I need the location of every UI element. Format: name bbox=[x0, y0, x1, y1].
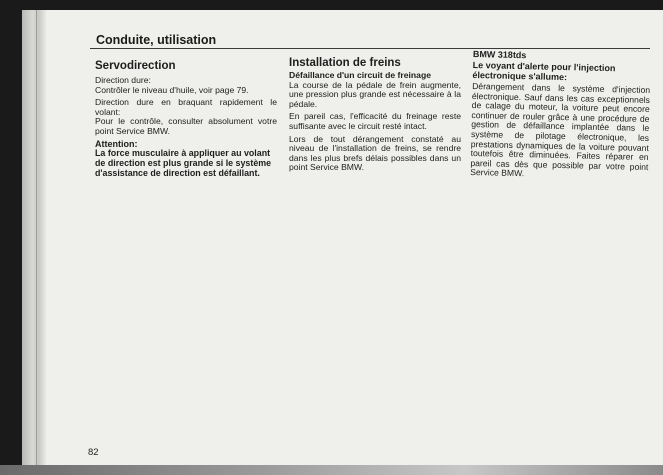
freins-heading: Installation de freins bbox=[289, 57, 401, 69]
binding-edge bbox=[36, 10, 37, 465]
column-servodirection bbox=[95, 60, 277, 182]
column-318tds bbox=[470, 49, 651, 185]
injection-heading: Le voyant d'alerte pour l'injection électronique s'allume: bbox=[472, 59, 616, 83]
scan-bottom-edge bbox=[0, 465, 663, 475]
header-rule bbox=[90, 48, 650, 49]
attention-text: La force musculaire à appliquer au volant de direction est plus grande si le système d'assistance de direction est défaillant. bbox=[95, 148, 272, 178]
servo-para-1: Direction dure en braquant rapidement le volant: bbox=[95, 97, 277, 117]
page-number: 82 bbox=[88, 447, 99, 458]
servodirection-heading: Servodirection bbox=[95, 60, 176, 72]
model-label: BMW 318tds bbox=[472, 49, 527, 61]
page-binding bbox=[22, 10, 46, 465]
freins-para-1: La course de la pédale de frein augmente, une pression plus grande est nécessaire à la pédale. bbox=[289, 79, 461, 109]
column-freins bbox=[289, 57, 461, 176]
injection-para: Dérangement dans le système d'injection électronique. Sauf dans les cas exceptionnels de calage du moteur, la voiture peut encore continuer de rouler grâce à une procédure de gestion de défaillance implantée dans le système de pilotage électronique, les prestations dynamiques de la voiture pouvant toutefois être diminuées. Faites réparer en pareil cas dès que possible par votre point Service BMW. bbox=[470, 80, 651, 179]
freins-para-3: Lors de tout dérangement constaté au niveau de l'installation de freins, se rendre dans les plus brefs délais possibles dans un point Service BMW. bbox=[289, 133, 461, 173]
attention-label: Attention: bbox=[95, 138, 138, 149]
section-header: Conduite, utilisation bbox=[96, 33, 217, 47]
servo-para-2: Pour le contrôle, consulter absolument votre point Service BMW. bbox=[95, 116, 277, 136]
freins-subheading: Défaillance d'un circuit de freinage bbox=[289, 70, 431, 80]
servo-line-1: Direction dure: bbox=[95, 75, 151, 85]
servo-line-2: Contrôler le niveau d'huile, voir page 79. bbox=[95, 84, 249, 95]
freins-para-2: En pareil cas, l'efficacité du freinage reste suffisante avec le circuit resté intact. bbox=[289, 111, 461, 131]
